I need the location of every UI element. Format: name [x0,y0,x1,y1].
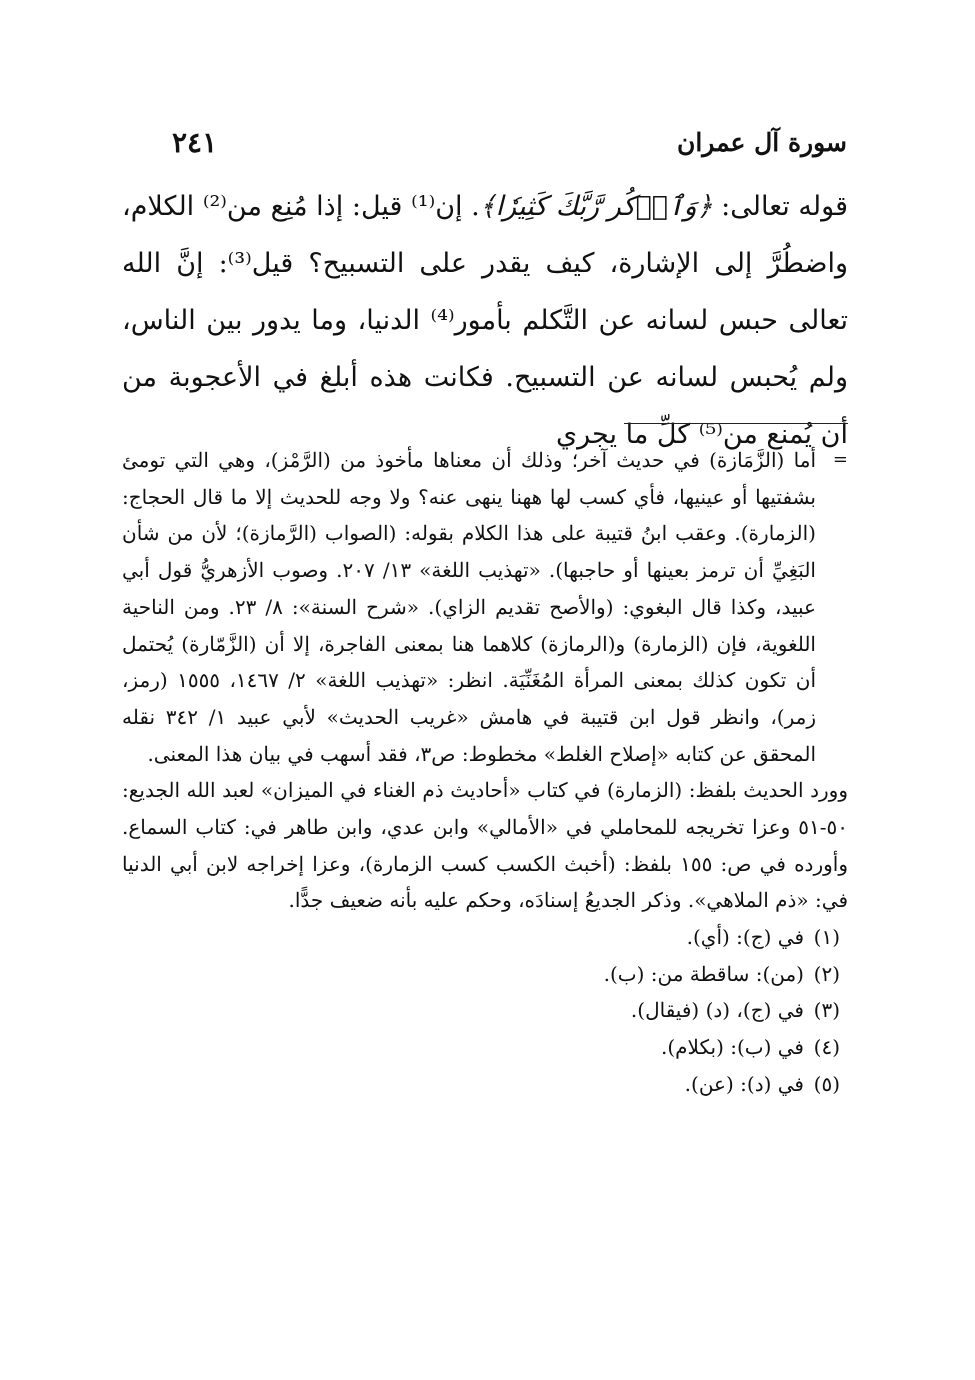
footnotes-section [122,442,848,1102]
main-lead: قوله تعالى: [712,191,848,222]
main-paragraph [122,178,848,463]
footnote-list [122,919,848,1102]
footnote-number: (٣) [813,998,840,1023]
continuation-marker: = [832,449,848,470]
footnote-text: (من): ساقطة من: (ب). [603,961,804,986]
main-text [122,178,848,463]
footnote-number: (٤) [813,1034,840,1059]
footnote-number: (٢) [813,961,840,986]
continuation-paragraph-1: أما (الزَّمَازة) في حديث آخر؛ وذلك أن معناها مأخوذ من (الرَّمْز)، وهي التي تومئ بشفتيها أو عينيها، فأي كسب لها ههنا ينهى عنه؟ ولا وجه للحديث إلا ما قال الحجاج: (الزمارة). وعقب ابنُ قتيبة على هذا الكلام بقوله: (الصواب (الرَّمازة)؛ لأن من شأن البَغِيِّ أن ترمز بعينها أو حاجبها). «تهذيب اللغة» ١٣/ ٢٠٧. وصوب الأزهريُّ قول أبي عبيد، وكذا قال البغوي: (والأصح تقديم الزاي). «شرح السنة»: ٨/ ٢٣. ومن الناحية اللغوية، فإن (الزمارة) و(الرمازة) كلاهما هنا بمعنى الفاجرة، إلا أن (الزَّمّارة) يُحتمل أن تكون كذلك بمعنى المرأة المُغَنِّيَة. انظر: «تهذيب اللغة» ٢/ ١٤٦٧، ١٥٥٥ (رمز، زمر)، وانظر قول ابن قتيبة في هامش «غريب الحديث» لأبي عبيد ١/ ٣٤٢ نقله المحقق عن كتابه «إصلاح الغلط» مخطوط: ص٣، فقد أسهب في بيان هذا المعنى. [122,448,816,766]
footnote-item [122,1029,848,1066]
footnote-continuation [122,442,848,772]
page-header [172,120,847,164]
footnote-item [122,956,848,993]
footnote-item [122,992,848,1029]
quran-quote: ﴿وَٱذۡكُر رَّبَّكَ كَثِيرٗا﴾ [479,191,713,222]
continuation-paragraph-2: وورد الحديث بلفظ: (الزمارة) في كتاب «أحاديث ذم الغناء في الميزان» لعبد الله الجديع: ٥٠-٥١ وعزا تخريجه للمحاملي في «الأمالي» وابن عدي، وابن طاهر في: كتاب السماع. وأورده في ص: ١٥٥ بلفظ: (أخبث الكسب كسب الزمارة)، وعزا إخراجه لابن أبي الدنيا في: «ذم الملاهي». وذكر الجديعُ إسنادَه، وحكم عليه بأنه ضعيف جدًّا. [122,778,848,913]
footnote-item [122,919,848,956]
main-body: . إن⁽¹⁾ قيل: إذا مُنِع من⁽²⁾ الكلام، واضطُرَّ إلى الإشارة، كيف يقدر على التسبيح؟ قيل⁽³⁾: إنَّ الله تعالى حبس لسانه عن التَّكلم بأمور⁽⁴⁾ الدنيا، وما يدور بين الناس، ولم يُحبس لسانه عن التسبيح. فكانت هذه أبلغ في الأعجوبة من أن يُمنع من⁽⁵⁾ كلِّ ما يجري [122,191,848,450]
footnote-number: (١) [813,925,840,950]
footnote-text: في (ج): (أي). [686,925,804,950]
footnote-text: في (ج)، (د) (فيقال). [630,998,804,1023]
footnote-separator [624,423,848,424]
footnote-text: في (ب): (بكلام). [660,1034,804,1059]
footnote-item [122,1066,848,1103]
footnote-text: في (د): (عن). [684,1071,804,1096]
footnote-number: (٥) [813,1071,840,1096]
page-number: ٢٤١ [172,125,218,159]
running-title: سورة آل عمران [676,127,847,157]
